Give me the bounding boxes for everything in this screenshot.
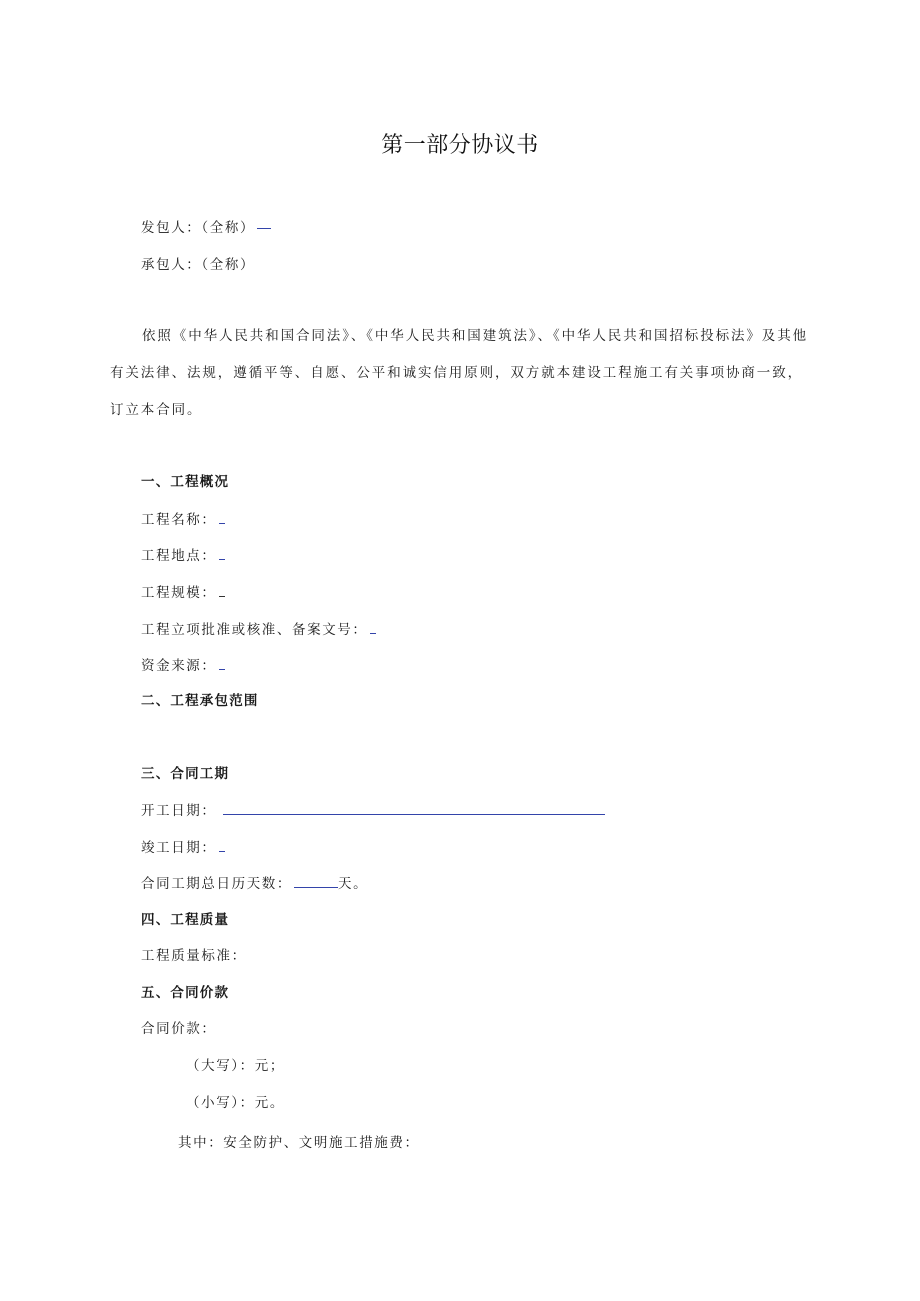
total-days-line (141, 873, 368, 894)
section3-heading: 三、合同工期 (141, 766, 230, 782)
price-line (141, 1019, 217, 1039)
employer-name-field[interactable] (257, 218, 271, 238)
section5-heading: 五、合同价款 (141, 985, 230, 1001)
lowercase-price-line (186, 1093, 285, 1113)
project-name-line (141, 509, 225, 530)
approval-no-field[interactable] (370, 619, 376, 634)
project-scale-field[interactable] (219, 582, 225, 597)
completion-date-line (141, 837, 225, 858)
project-location-label: 工程地点： (141, 548, 217, 564)
project-scale-line (141, 582, 225, 603)
page-title: 第一部分协议书 (381, 133, 539, 158)
start-date-line (141, 800, 605, 821)
safety-fee-line (178, 1133, 420, 1153)
completion-date-label: 竣工日期： (141, 840, 217, 856)
section2-heading: 二、工程承包范围 (141, 693, 259, 709)
contractor-label: 承包人：（全称） (141, 257, 256, 273)
lowercase-price-label: （小写）：元。 (186, 1095, 285, 1111)
quality-standard-line (141, 946, 247, 966)
project-name-label: 工程名称： (141, 512, 217, 528)
approval-no-label: 工程立项批准或核准、备案文号： (141, 622, 368, 638)
employer-line (141, 218, 271, 238)
funding-source-label: 资金来源： (141, 658, 217, 674)
safety-fee-label: 其中：安全防护、文明施工措施费： (178, 1135, 420, 1151)
price-label: 合同价款： (141, 1021, 217, 1037)
approval-no-line (141, 619, 376, 640)
section4-heading: 四、工程质量 (141, 912, 230, 928)
project-scale-label: 工程规模： (141, 585, 217, 601)
start-date-label: 开工日期： (141, 803, 217, 819)
uppercase-price-label: （大写）：元； (186, 1058, 285, 1074)
intro-paragraph: 依照《中华人民共和国合同法》、《中华人民共和国建筑法》、《中华人民共和国招标投标法》及其他有关法律、法规，遵循平等、自愿、公平和诚实信用原则，双方就本建设工程施工有关事项协商一致，订立本合同。 (110, 328, 808, 418)
total-days-suffix: 天。 (338, 876, 369, 892)
funding-source-field[interactable] (219, 655, 225, 670)
total-days-label: 合同工期总日历天数： (141, 876, 292, 892)
contractor-line (141, 255, 255, 275)
completion-date-field[interactable] (219, 837, 225, 852)
project-location-field[interactable] (219, 545, 225, 560)
employer-label: 发包人：（全称） (141, 220, 256, 236)
funding-source-line (141, 655, 225, 676)
section1-heading: 一、工程概况 (141, 474, 230, 490)
uppercase-price-line (186, 1056, 285, 1076)
total-days-field[interactable] (294, 873, 338, 888)
start-date-field[interactable] (223, 800, 605, 815)
quality-standard-label: 工程质量标准： (141, 948, 247, 964)
project-location-line (141, 545, 225, 566)
project-name-field[interactable] (219, 509, 225, 524)
